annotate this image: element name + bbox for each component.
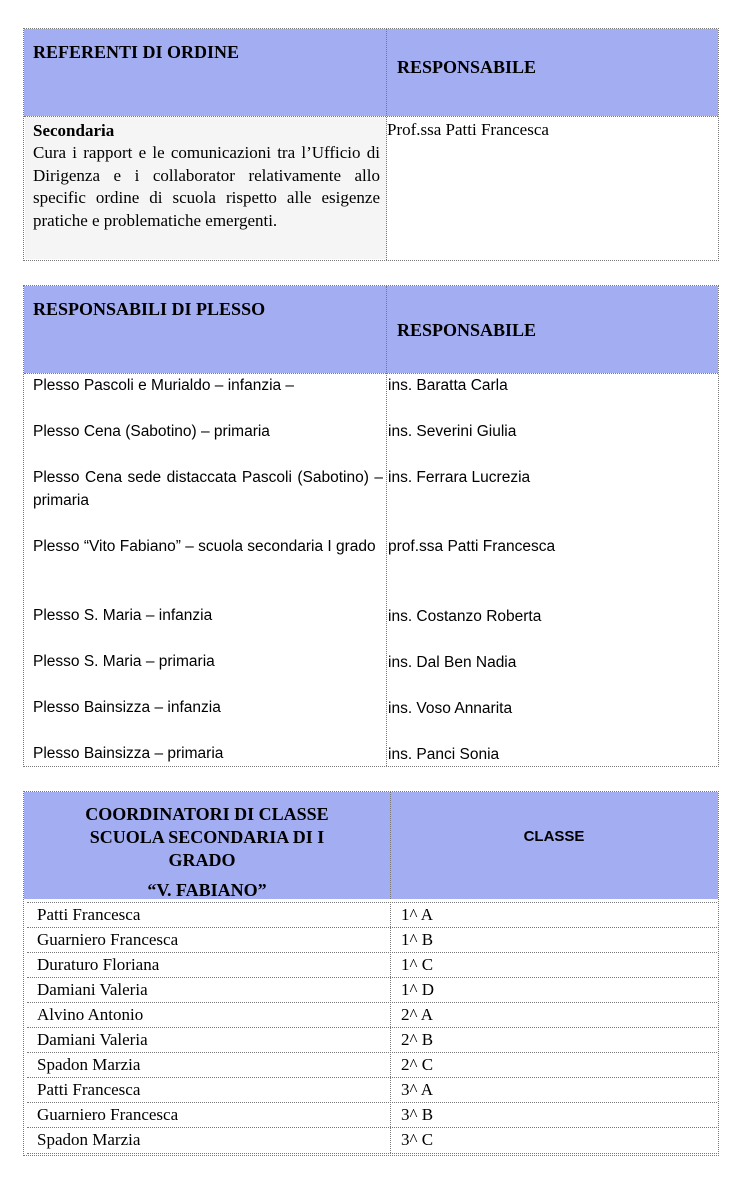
plesso-name: Plesso Bainsizza – primaria [33, 745, 224, 762]
plesso-responsabile: ins. Costanzo Roberta [388, 608, 542, 625]
coordinatore-class: 1^ A [401, 905, 434, 924]
coordinatore-class: 2^ B [401, 1030, 434, 1049]
coordinatore-name: Guarniero Francesca [37, 1105, 179, 1124]
coordinatore-class: 2^ A [401, 1005, 434, 1024]
column-divider [386, 29, 387, 260]
referenti-header-right: RESPONSABILE [397, 57, 537, 77]
coordinatori-table [23, 791, 719, 1156]
coordinatore-class: 3^ B [401, 1105, 434, 1124]
coordinatori-row [27, 902, 717, 928]
coordinatori-row [27, 952, 717, 978]
coordinatore-name: Spadon Marzia [37, 1130, 141, 1149]
row-divider [24, 116, 718, 117]
referenti-header-left: REFERENTI DI ORDINE [33, 42, 240, 62]
referenti-table [23, 28, 719, 261]
coordinatore-class: 2^ C [401, 1055, 434, 1074]
plesso-header-right: RESPONSABILE [397, 320, 537, 340]
coordinatori-header-line1: COORDINATORI DI CLASSE [85, 804, 329, 824]
plesso-responsabile: prof.ssa Patti Francesca [388, 538, 556, 555]
referenti-row-title: Secondaria [33, 121, 115, 140]
column-divider [386, 286, 387, 766]
plesso-name: Plesso “Vito Fabiano” – scuola secondaria I grado [33, 538, 376, 555]
plesso-table [23, 285, 719, 767]
coordinatori-row [27, 1102, 717, 1128]
coordinatore-class: 1^ C [401, 955, 434, 974]
coordinatore-name: Damiani Valeria [37, 1030, 148, 1049]
plesso-responsabile: ins. Dal Ben Nadia [388, 654, 517, 671]
coordinatore-name: Patti Francesca [37, 1080, 141, 1099]
coordinatore-name: Duraturo Floriana [37, 955, 160, 974]
plesso-responsabile: ins. Voso Annarita [388, 700, 513, 717]
coordinatore-class: 3^ A [401, 1080, 434, 1099]
coordinatori-row [27, 1127, 717, 1154]
coordinatore-name: Patti Francesca [37, 905, 141, 924]
coordinatori-row [27, 1027, 717, 1053]
coordinatori-row [27, 1002, 717, 1028]
coordinatori-header-line4: “V. FABIANO” [147, 880, 267, 900]
plesso-name: Plesso Cena sede distaccata Pascoli (Sabotino) – primaria [33, 469, 383, 509]
coordinatori-row [27, 1052, 717, 1078]
plesso-responsabile: ins. Baratta Carla [388, 377, 508, 394]
plesso-responsabile: ins. Ferrara Lucrezia [388, 469, 531, 486]
plesso-responsabile: ins. Panci Sonia [388, 746, 500, 763]
referenti-row-description: Cura i rapport e le comunicazioni tra l’Ufficio di Dirigenza e i collaborator relativamente allo specific ordine di scuola rispetto alle esigenze pratiche e problematiche emergenti. [33, 143, 380, 230]
coordinatori-header-right: CLASSE [523, 828, 585, 845]
coordinatori-row [27, 927, 717, 953]
coordinatore-name: Guarniero Francesca [37, 930, 179, 949]
coordinatori-row [27, 977, 717, 1003]
coordinatore-class: 3^ C [401, 1130, 434, 1149]
plesso-name: Plesso Pascoli e Murialdo – infanzia – [33, 377, 295, 394]
plesso-name: Plesso S. Maria – primaria [33, 653, 215, 670]
plesso-name: Plesso S. Maria – infanzia [33, 607, 213, 624]
coordinatore-class: 1^ B [401, 930, 434, 949]
plesso-name: Plesso Bainsizza – infanzia [33, 699, 221, 716]
coordinatori-row [27, 1077, 717, 1103]
coordinatore-name: Alvino Antonio [37, 1005, 144, 1024]
plesso-header-left: RESPONSABILI DI PLESSO [33, 299, 266, 319]
coordinatori-header-line3: GRADO [168, 850, 236, 870]
coordinatore-name: Damiani Valeria [37, 980, 148, 999]
plesso-responsabile: ins. Severini Giulia [388, 423, 517, 440]
plesso-name: Plesso Cena (Sabotino) – primaria [33, 423, 270, 440]
referenti-row-responsabile: Prof.ssa Patti Francesca [387, 120, 549, 139]
column-divider [390, 902, 391, 1153]
coordinatore-name: Spadon Marzia [37, 1055, 141, 1074]
coordinatori-header-line2: SCUOLA SECONDARIA DI I [89, 827, 325, 847]
coordinatore-class: 1^ D [401, 980, 435, 999]
